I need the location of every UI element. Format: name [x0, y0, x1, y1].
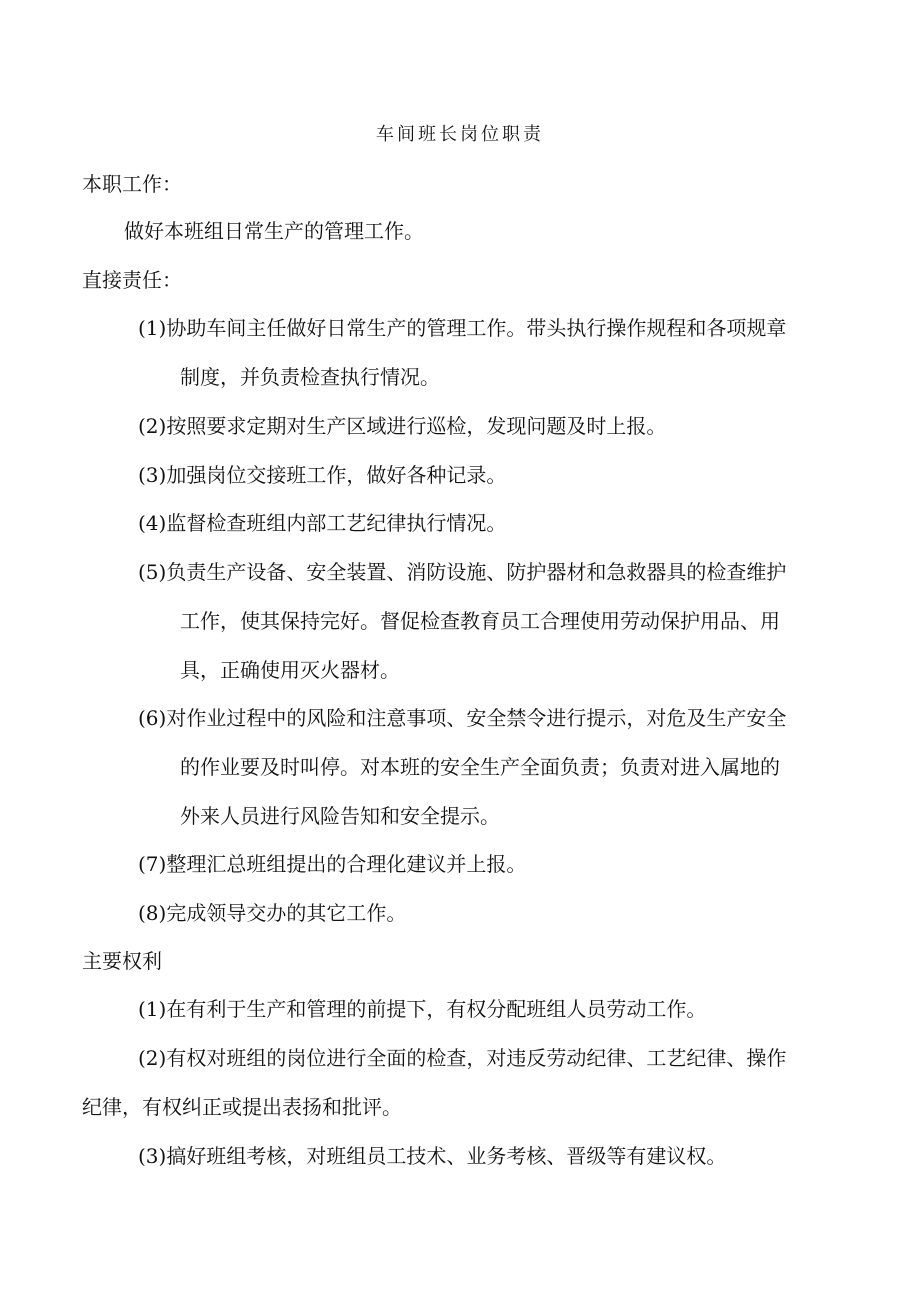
- item-line: (4)监督检查班组内部工艺纪律执行情况。: [138, 511, 507, 535]
- responsibility-item-8: [138, 898, 838, 947]
- item-line: (7)整理汇总班组提出的合理化建议并上报。: [138, 852, 527, 876]
- item-line: (3)加强岗位交接班工作，做好各种记录。: [138, 463, 507, 487]
- responsibility-item-2: [138, 411, 838, 460]
- responsibility-item-6: [138, 703, 838, 850]
- section-heading-duty: 本职工作：: [82, 172, 182, 196]
- item-line: 的作业要及时叫停。对本班的安全生产全面负责；负责对进入属地的: [180, 755, 780, 779]
- item-line: (8)完成领导交办的其它工作。: [138, 901, 407, 925]
- section-heading-responsibility: 直接责任：: [82, 268, 182, 292]
- item-line: 工作，使其保持完好。督促检查教育员工合理使用劳动保护用品、用: [180, 609, 780, 633]
- item-line: 具，正确使用灭火器材。: [180, 658, 400, 682]
- item-line: (2)按照要求定期对生产区域进行巡检，发现问题及时上报。: [138, 414, 667, 438]
- responsibility-item-7: [138, 849, 838, 898]
- item-line: (6)对作业过程中的风险和注意事项、安全禁令进行提示，对危及生产安全: [138, 706, 787, 730]
- item-line: 纪律，有权纠正或提出表扬和批评。: [82, 1095, 402, 1119]
- item-line: 制度，并负责检查执行情况。: [180, 365, 440, 389]
- responsibility-item-3: [138, 460, 838, 509]
- rights-item-3: [138, 1141, 726, 1190]
- item-line: (1)协助车间主任做好日常生产的管理工作。带头执行操作规程和各项规章: [138, 316, 787, 340]
- rights-item-2: [82, 1043, 842, 1141]
- responsibility-item-5: [138, 557, 838, 704]
- item-line: (5)负责生产设备、安全装置、消防设施、防护器材和急救器具的检查维护: [138, 560, 787, 584]
- section-heading-rights: 主要权利: [82, 949, 162, 973]
- item-line: (1)在有利于生产和管理的前提下，有权分配班组人员劳动工作。: [138, 997, 707, 1021]
- responsibility-item-4: [138, 508, 838, 557]
- item-line: (3)搞好班组考核，对班组员工技术、业务考核、晋级等有建议权。: [138, 1144, 727, 1168]
- duty-text: 做好本班组日常生产的管理工作。: [124, 219, 424, 243]
- item-line: (2)有权对班组的岗位进行全面的检查，对违反劳动纪律、工艺纪律、操作: [138, 1046, 787, 1070]
- responsibility-item-1: [138, 313, 838, 411]
- document-title: 车间班长岗位职责: [376, 124, 544, 145]
- item-line: 外来人员进行风险告知和安全提示。: [180, 804, 500, 828]
- rights-item-1: [138, 994, 706, 1043]
